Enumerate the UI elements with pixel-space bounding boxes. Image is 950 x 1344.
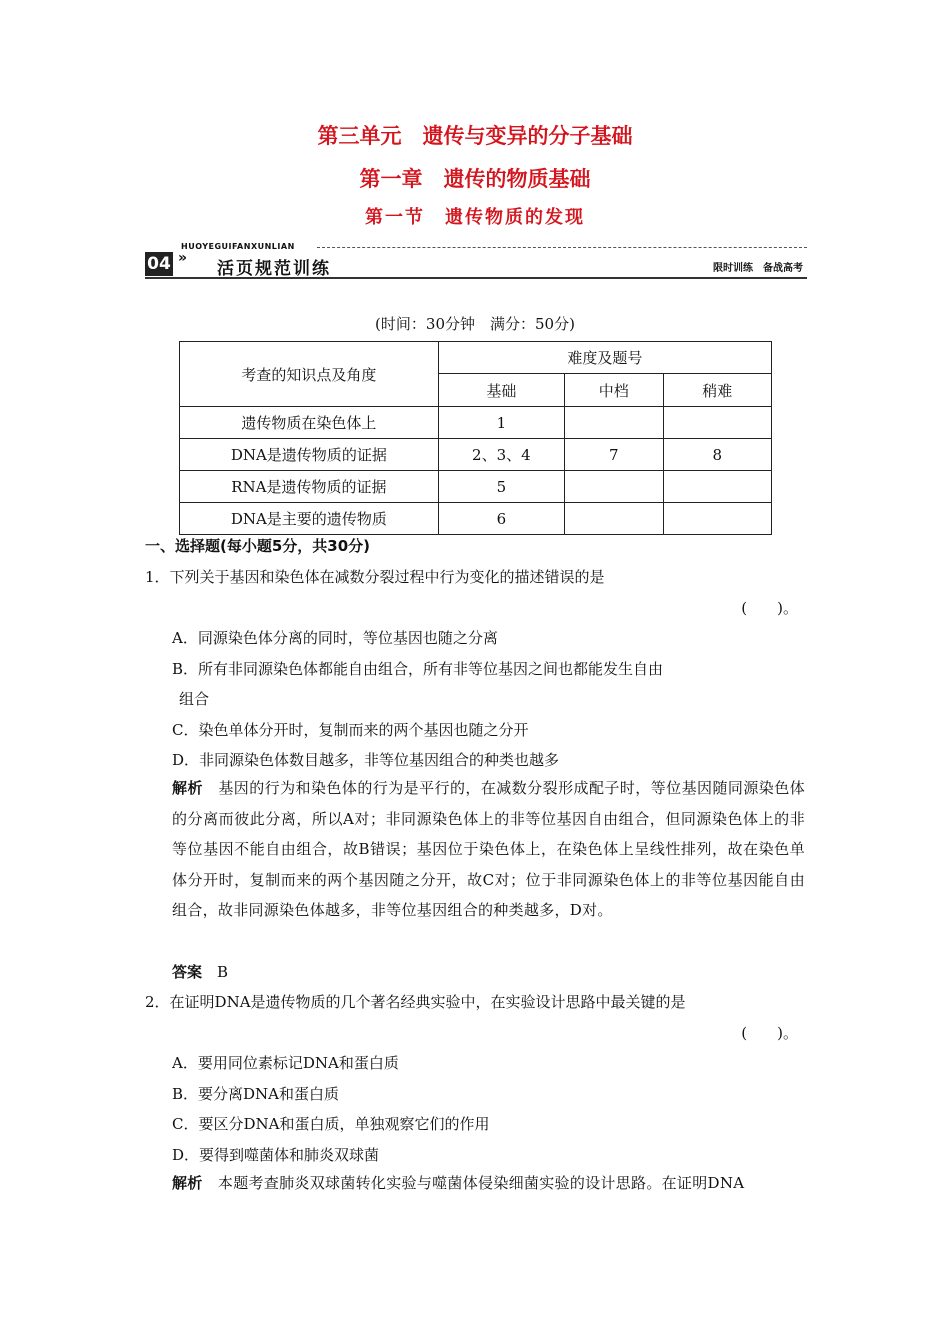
banner-rule xyxy=(145,277,807,279)
question-1-option-c: C．染色单体分开时，复制而来的两个基因也随之分开 xyxy=(172,721,529,739)
question-2-stem: 2．在证明DNA是遗传物质的几个著名经典实验中，在实验设计思路中最关键的是 xyxy=(145,993,686,1011)
question-2-answer-blank: ( )。 xyxy=(741,1024,798,1042)
question-1-option-b-cont: 组合 xyxy=(179,690,210,708)
table-header-level: 基础 xyxy=(438,374,564,407)
banner-label: 活页规范训练 xyxy=(217,259,331,279)
table-cell-topic: DNA是主要的遗传物质 xyxy=(180,503,439,535)
analysis-label: 解析 xyxy=(172,1174,203,1192)
table-cell xyxy=(565,471,664,503)
table-header-group: 难度及题号 xyxy=(438,342,771,374)
table-cell-topic: RNA是遗传物质的证据 xyxy=(180,471,439,503)
table-cell xyxy=(663,407,771,439)
question-1-stem: 1．下列关于基因和染色体在减数分裂过程中行为变化的描述错误的是 xyxy=(145,568,605,586)
table-cell xyxy=(565,503,664,535)
table-row xyxy=(180,471,772,503)
unit-title: 第三单元 遗传与变异的分子基础 xyxy=(317,124,633,148)
question-1-answer xyxy=(172,961,228,982)
section-heading: 一、选择题(每小题5分，共30分) xyxy=(145,537,371,555)
table-cell: 5 xyxy=(438,471,564,503)
answer-label: 答案 xyxy=(172,963,203,981)
answer-value: B xyxy=(217,963,229,981)
banner-pinyin: HUOYEGUIFANXUNLIAN xyxy=(181,242,295,251)
question-1-option-d: D．非同源染色体数目越多，非等位基因组合的种类也越多 xyxy=(172,751,560,769)
table-cell: 6 xyxy=(438,503,564,535)
banner-number-badge: 04 xyxy=(145,252,173,276)
table-cell xyxy=(663,471,771,503)
question-1-answer-blank: ( )。 xyxy=(741,599,798,617)
analysis-text: 基因的行为和染色体的行为是平行的，在减数分裂形成配子时，等位基因随同源染色体的分离而彼此分离，所以A对；非同源染色体上的非等位基因自由组合，但同源染色体上的非等位基因不能自由组合，故B错误；基因位于染色体上，在染色体上呈线性排列，故在染色单体分开时，复制而来的两个基因随之分开，故C对；位于非同源染色体上的非等位基因能自由组合，故非同源染色体越多，非等位基因组合的种类越多，D对。 xyxy=(172,779,805,919)
time-note: (时间：30分钟 满分：50分) xyxy=(375,315,575,333)
question-1-analysis xyxy=(172,773,805,926)
table-cell: 7 xyxy=(565,439,664,471)
table-cell-topic: DNA是遗传物质的证据 xyxy=(180,439,439,471)
question-2-option-c: C．要区分DNA和蛋白质，单独观察它们的作用 xyxy=(172,1115,490,1133)
analysis-label: 解析 xyxy=(172,779,203,797)
table-header-level: 稍难 xyxy=(663,374,771,407)
table-cell: 1 xyxy=(438,407,564,439)
question-1-option-b: B．所有非同源染色体都能自由组合，所有非等位基因之间也都能发生自由 xyxy=(172,660,664,678)
table-cell-topic: 遗传物质在染色体上 xyxy=(180,407,439,439)
analysis-text: 本题考查肺炎双球菌转化实验与噬菌体侵染细菌实验的设计思路。在证明DNA xyxy=(217,1174,745,1192)
knowledge-table xyxy=(179,341,772,535)
question-2-analysis xyxy=(172,1168,805,1199)
chapter-title: 第一章 遗传的物质基础 xyxy=(359,167,591,191)
double-arrow-icon: » xyxy=(178,250,188,266)
banner-dashed-rule xyxy=(317,247,807,248)
question-2-option-b: B．要分离DNA和蛋白质 xyxy=(172,1085,340,1103)
question-2-option-d: D．要得到噬菌体和肺炎双球菌 xyxy=(172,1146,380,1164)
table-row xyxy=(180,407,772,439)
table-cell xyxy=(565,407,664,439)
banner-slogan: 限时训练 备战高考 xyxy=(713,263,803,274)
table-cell: 2、3、4 xyxy=(438,439,564,471)
section-title: 第一节 遗传物质的发现 xyxy=(365,207,585,228)
table-cell xyxy=(663,503,771,535)
table-cell: 8 xyxy=(663,439,771,471)
table-row xyxy=(180,439,772,471)
table-header-level: 中档 xyxy=(565,374,664,407)
practice-banner xyxy=(145,240,807,282)
question-2-option-a: A．要用同位素标记DNA和蛋白质 xyxy=(172,1054,399,1072)
question-1-option-a: A．同源染色体分离的同时，等位基因也随之分离 xyxy=(172,629,498,647)
table-row xyxy=(180,503,772,535)
table-header-topic: 考查的知识点及角度 xyxy=(180,342,439,407)
